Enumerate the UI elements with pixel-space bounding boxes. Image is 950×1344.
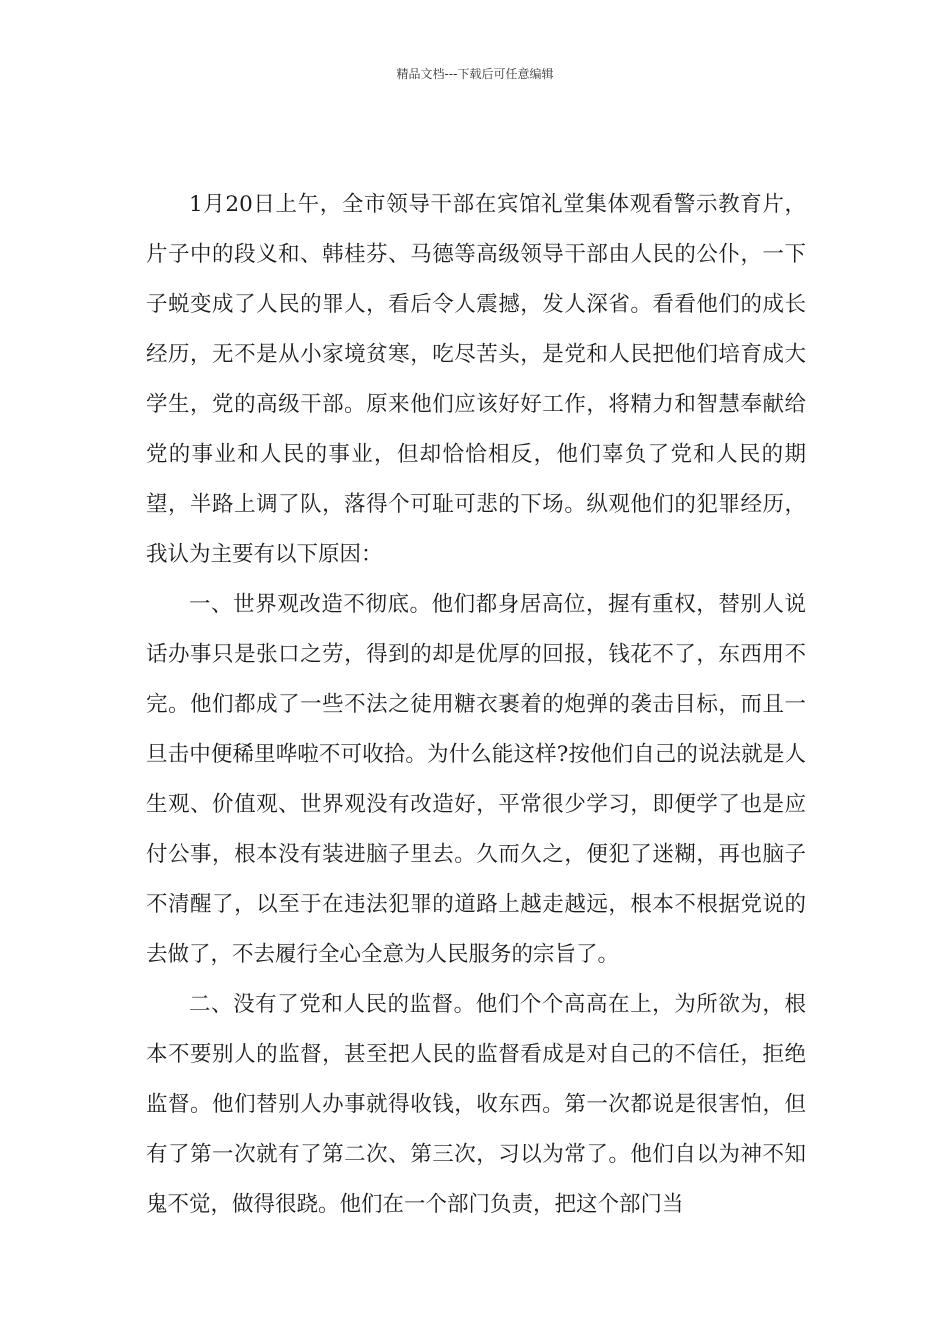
document-body (146, 180, 806, 1230)
paragraph-reason-one: 一、世界观改造不彻底。他们都身居高位，握有重权，替别人说话办事只是张口之劳，得到的却是优厚的回报，钱花不了，东西用不完。他们都成了一些不法之徒用糖衣裹着的炮弹的袭击目标，而且一旦击中便稀里哗啦不可收拾。为什么能这样?按他们自己的说法就是人生观、价值观、世界观没有改造好，平常很少学习，即便学了也是应付公事，根本没有装进脑子里去。久而久之，便犯了迷糊，再也脑子不清醒了，以至于在违法犯罪的道路上越走越远，根本不根据党说的去做了，不去履行全心全意为人民服务的宗旨了。 (146, 592, 806, 967)
paragraph-intro: 1月20日上午，全市领导干部在宾馆礼堂集体观看警示教育片，片子中的段义和、韩桂芬、马德等高级领导干部由人民的公仆，一下子蜕变成了人民的罪人，看后令人震撼，发人深省。看看他们的成长经历，无不是从小家境贫寒，吃尽苦头，是党和人民把他们培育成大学生，党的高级干部。原来他们应该好好工作，将精力和智慧奉献给党的事业和人民的事业，但却恰恰相反，他们辜负了党和人民的期望，半路上调了队，落得个可耻可悲的下场。纵观他们的犯罪经历，我认为主要有以下原因： (146, 192, 806, 567)
page-header: 精品文档---下载后可任意编辑 (396, 67, 554, 81)
paragraph-reason-two: 二、没有了党和人民的监督。他们个个高高在上，为所欲为，根本不要别人的监督，甚至把人民的监督看成是对自己的不信任，拒绝监督。他们替别人办事就得收钱，收东西。第一次都说是很害怕，但有了第一次就有了第二次、第三次，习以为常了。他们自以为神不知鬼不觉，做得很跷。他们在一个部门负责，把这个部门当 (146, 992, 806, 1217)
